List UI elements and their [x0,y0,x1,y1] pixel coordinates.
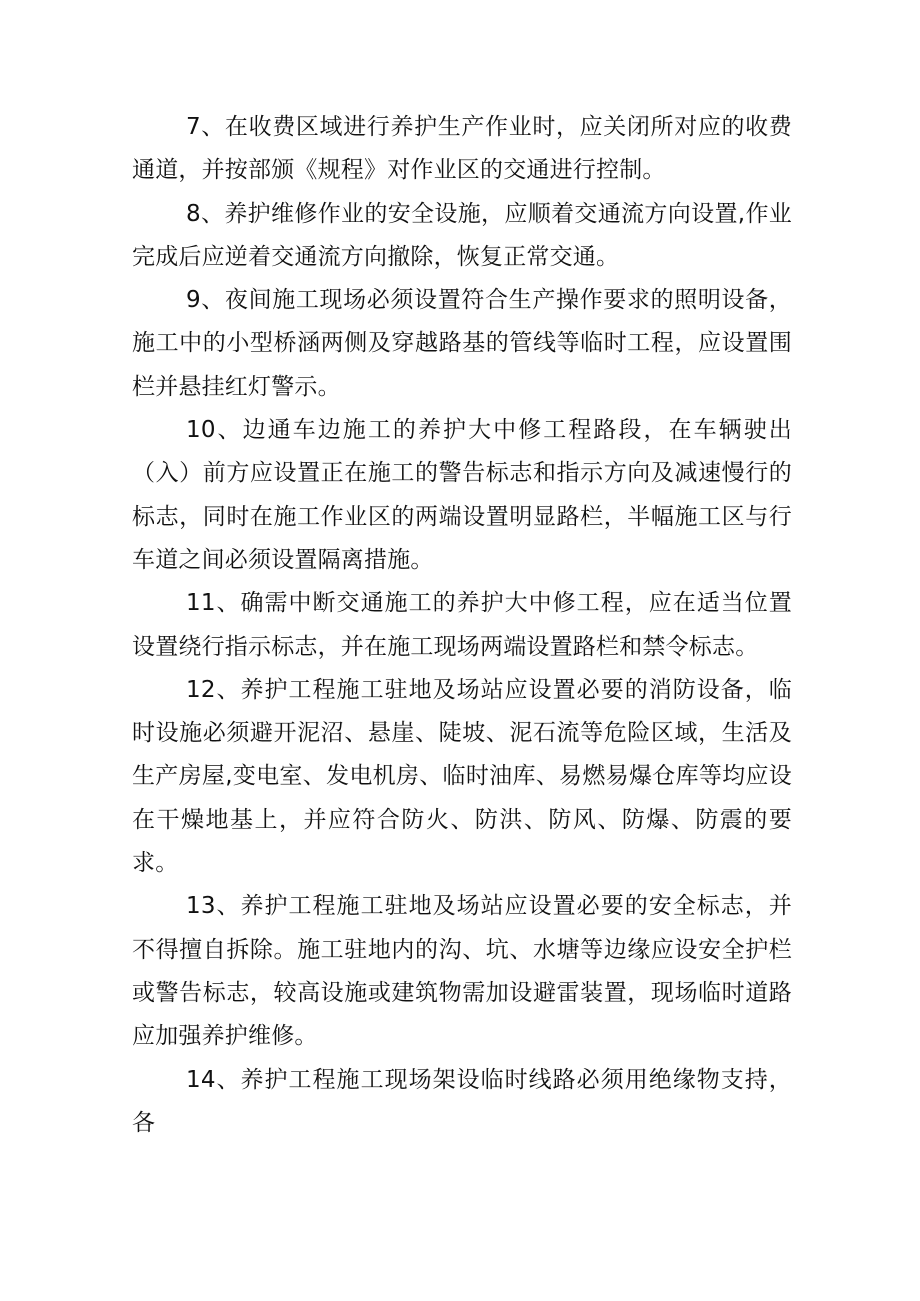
paragraph-item-9: 9、夜间施工现场必须设置符合生产操作要求的照明设备，施工中的小型桥涵两侧及穿越路基的管线等临时工程，应设置围栏并悬挂红灯警示。 [132,287,792,400]
paragraph-item-7: 7、在收费区域进行养护生产作业时，应关闭所对应的收费通道，并按部颁《规程》对作业区的交通进行控制。 [132,114,792,184]
paragraph-item-12: 12、养护工程施工驻地及场站应设置必要的消防设备，临时设施必须避开泥沼、悬崖、陡坡、泥石流等危险区域，生活及生产房屋,变电室、发电机房、临时油库、易燃易爆仓库等均应设在干燥地基上，并应符合防火、防洪、防风、防爆、防震的要求。 [132,676,792,877]
paragraph-item-13: 13、养护工程施工驻地及场站应设置必要的安全标志，并不得擅自拆除。施工驻地内的沟、坑、水塘等边缘应设安全护栏或警告标志，较高设施或建筑物需加设避雷装置，现场临时道路应加强养护维修。 [132,893,792,1050]
document-body [132,106,792,1145]
paragraph-item-10: 10、边通车边施工的养护大中修工程路段，在车辆驶出（入）前方应设置正在施工的警告标志和指示方向及减速慢行的标志，同时在施工作业区的两端设置明显路栏，半幅施工区与行车道之间必须设置隔离措施。 [132,417,792,573]
paragraph-item-8: 8、养护维修作业的安全设施，应顺着交通流方向设置,作业完成后应逆着交通流方向撤除，恢复正常交通。 [132,200,792,270]
paragraph-item-11: 11、确需中断交通施工的养护大中修工程，应在适当位置设置绕行指示标志，并在施工现场两端设置路栏和禁令标志。 [132,590,792,660]
paragraph-item-14: 14、养护工程施工现场架设临时线路必须用绝缘物支持，各 [132,1066,792,1136]
